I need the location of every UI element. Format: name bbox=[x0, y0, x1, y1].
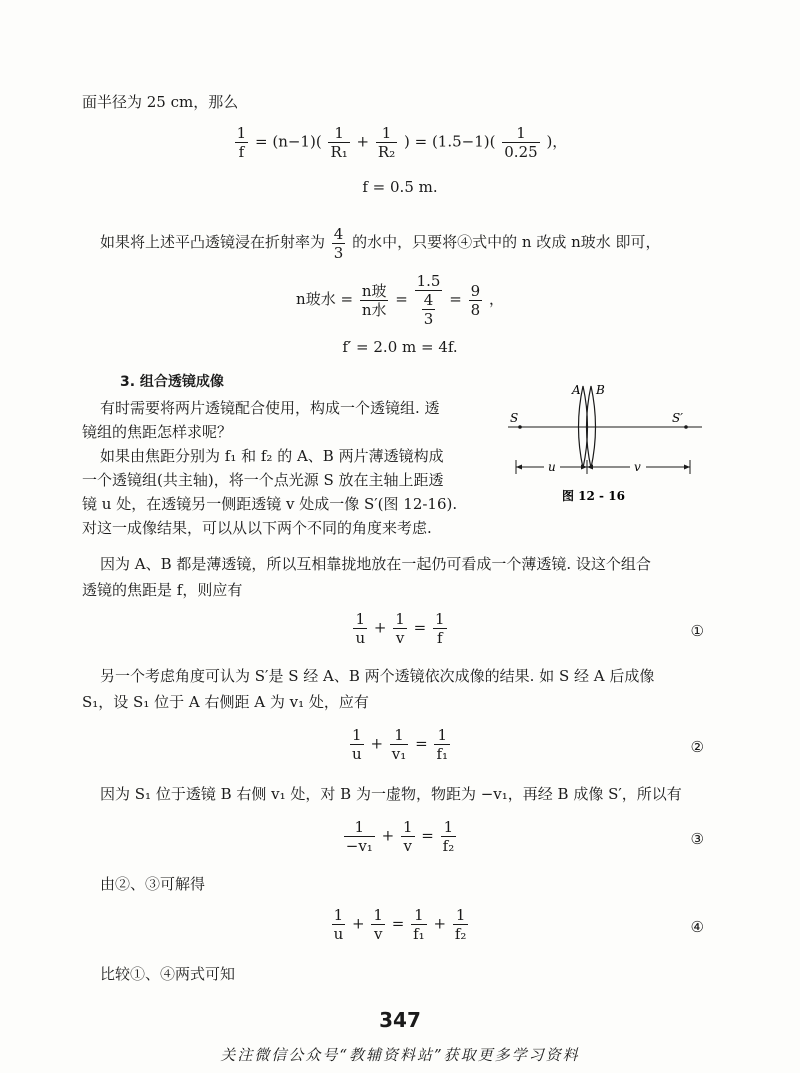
denominator: v bbox=[371, 924, 385, 943]
paragraph-line: 镜组的焦距怎样求呢？ bbox=[82, 423, 233, 441]
numerator: 1 bbox=[333, 906, 344, 924]
paragraph-line: 有时需要将两片透镜配合使用，构成一个透镜组. 透 bbox=[100, 399, 440, 417]
numerator: 1 bbox=[516, 124, 526, 142]
fraction bbox=[441, 818, 457, 855]
paragraph-line: 因为 A、B 都是薄透镜，所以互相靠拢地放在一起仍可看成一个薄透镜. 设这个组合 bbox=[100, 555, 651, 573]
equation-3 bbox=[0, 818, 800, 862]
numerator: 1 bbox=[373, 906, 383, 924]
fraction bbox=[344, 818, 375, 855]
numerator: 1 bbox=[381, 124, 392, 142]
denominator: 0.25 bbox=[504, 143, 538, 161]
numerator: 1 bbox=[395, 610, 405, 628]
operator: + bbox=[373, 618, 387, 637]
label-b: B bbox=[596, 383, 605, 397]
fraction bbox=[393, 610, 407, 647]
equation-number: ① bbox=[690, 622, 704, 640]
operator: + bbox=[370, 734, 384, 753]
denominator: f bbox=[235, 142, 249, 161]
numerator: 1 bbox=[455, 906, 466, 924]
fraction bbox=[332, 906, 346, 943]
equation-number: ③ bbox=[690, 830, 704, 848]
label-u: u bbox=[548, 460, 556, 474]
operator: + bbox=[381, 826, 395, 845]
denominator: 3 bbox=[423, 310, 434, 328]
point-source-s bbox=[518, 425, 522, 429]
text-span: 的水中，只要将④式中的 n 改成 n玻水 即可， bbox=[352, 233, 661, 251]
denominator: f₂ bbox=[454, 925, 467, 943]
denominator: f₂ bbox=[442, 837, 455, 855]
operator: = bbox=[449, 290, 462, 308]
label-s-prime: S′ bbox=[672, 411, 683, 425]
equation-4 bbox=[0, 906, 800, 950]
equation-2 bbox=[0, 726, 800, 770]
numerator: 9 bbox=[470, 281, 481, 300]
equation-f-prime: f′ = 2.0 m = 4f. bbox=[342, 338, 458, 356]
operator: = bbox=[391, 914, 405, 933]
equation-text: = (n−1)( bbox=[255, 132, 322, 151]
numerator: 1 bbox=[236, 124, 247, 142]
fraction bbox=[376, 124, 397, 161]
paragraph-line: 另一个考虑角度可认为 S′是 S 经 A、B 两个透镜依次成像的结果. 如 S 经 A 后成像 bbox=[100, 667, 655, 685]
numerator: 1 bbox=[354, 818, 365, 836]
equation-f-value: f = 0.5 m. bbox=[362, 178, 438, 196]
denominator: f₁ bbox=[413, 925, 425, 943]
numerator: 1 bbox=[334, 124, 344, 142]
arrow-v-right bbox=[684, 465, 690, 470]
fraction bbox=[353, 610, 367, 647]
denominator: u bbox=[355, 629, 366, 647]
fraction bbox=[434, 726, 450, 763]
denominator: 3 bbox=[333, 243, 344, 262]
operator: = bbox=[415, 734, 428, 753]
fraction bbox=[469, 282, 483, 319]
fraction bbox=[360, 282, 389, 319]
numerator: 4 bbox=[333, 224, 344, 243]
fraction bbox=[401, 818, 415, 855]
denominator: v₁ bbox=[391, 745, 407, 763]
fraction bbox=[390, 726, 409, 763]
equation-1 bbox=[0, 610, 800, 654]
paragraph-line: 由②、③可解得 bbox=[100, 875, 206, 893]
equation-text: ， bbox=[488, 290, 504, 308]
paragraph-line: 如果由焦距分别为 f₁ 和 f₂ 的 A、B 两片薄透镜构成 bbox=[100, 447, 444, 465]
fraction bbox=[235, 124, 249, 161]
paragraph-line: 因为 S₁ 位于透镜 B 右侧 v₁ 处，对 B 为一虚物，物距为 −v₁，再经 B 成像 S′，所以有 bbox=[100, 785, 682, 803]
fraction bbox=[350, 726, 364, 763]
operator: = bbox=[421, 826, 434, 845]
operator: + bbox=[433, 914, 447, 933]
denominator bbox=[415, 290, 443, 328]
fraction bbox=[433, 610, 447, 647]
text-span: 如果将上述平凸透镜浸在折射率为 bbox=[100, 233, 326, 251]
equation-text: ) = (1.5−1)( bbox=[404, 132, 496, 151]
numerator: 1 bbox=[402, 818, 413, 836]
numerator: 1 bbox=[394, 726, 404, 744]
denominator: u bbox=[351, 745, 362, 763]
image-point-s-prime bbox=[684, 425, 688, 429]
denominator: R₁ bbox=[330, 143, 348, 161]
paragraph-line: 一个透镜组(共主轴)，将一个点光源 S 放在主轴上距透 bbox=[82, 471, 444, 489]
denominator: f₁ bbox=[436, 745, 449, 763]
nested-fraction bbox=[422, 291, 436, 328]
page-number: 347 bbox=[379, 1008, 421, 1032]
numerator: 1 bbox=[437, 726, 447, 744]
equation-number: ② bbox=[690, 738, 704, 756]
denominator: f bbox=[433, 628, 447, 647]
denominator: v bbox=[393, 628, 407, 647]
fraction bbox=[328, 124, 349, 161]
equation-text: )， bbox=[546, 132, 568, 151]
fraction bbox=[415, 272, 443, 328]
paragraph-line: 透镜的焦距是 f，则应有 bbox=[82, 581, 243, 599]
fraction bbox=[502, 124, 539, 161]
numerator: 1 bbox=[352, 726, 362, 744]
denominator: −v₁ bbox=[345, 837, 373, 855]
numerator: n玻 bbox=[361, 281, 387, 300]
footer-note: 关注微信公众号“教辅资料站”获取更多学习资料 bbox=[220, 1046, 580, 1064]
lens-diagram bbox=[500, 378, 710, 508]
label-v: v bbox=[634, 460, 641, 474]
denominator: n水 bbox=[361, 300, 387, 319]
water-paragraph bbox=[100, 222, 661, 262]
denominator: v bbox=[401, 836, 415, 855]
arrow-u-left bbox=[516, 465, 522, 470]
intro-line: 面半径为 25 cm，那么 bbox=[82, 93, 239, 111]
paragraph-line: 对这一成像结果，可以从以下两个不同的角度来考虑. bbox=[82, 519, 432, 537]
equation-text: n玻水 = bbox=[296, 290, 354, 308]
denominator: R₂ bbox=[377, 143, 396, 161]
denominator: u bbox=[333, 925, 344, 943]
label-a: A bbox=[572, 383, 581, 397]
paragraph-line: 镜 u 处，在透镜另一侧距透镜 v 处成一像 S′(图 12-16). bbox=[82, 495, 458, 513]
equation-focal-length bbox=[0, 124, 800, 161]
numerator: 1.5 bbox=[416, 272, 441, 290]
equation-n-glass-water bbox=[0, 272, 800, 328]
fraction bbox=[371, 906, 385, 943]
fraction bbox=[411, 906, 427, 943]
figure-caption: 图 12 - 16 bbox=[562, 489, 625, 503]
numerator: 1 bbox=[355, 610, 366, 628]
fraction bbox=[332, 225, 346, 262]
section-heading: 3. 组合透镜成像 bbox=[120, 374, 224, 390]
label-s: S bbox=[510, 411, 519, 425]
operator: = bbox=[395, 290, 408, 308]
numerator: 1 bbox=[414, 906, 424, 924]
operator: + bbox=[352, 914, 365, 933]
operator: = bbox=[413, 618, 427, 637]
operator: + bbox=[356, 132, 370, 151]
equation-number: ④ bbox=[690, 918, 704, 936]
numerator: 1 bbox=[443, 818, 454, 836]
paragraph-line: 比较①、④两式可知 bbox=[100, 965, 236, 983]
paragraph-line: S₁，设 S₁ 位于 A 右侧距 A 为 v₁ 处，应有 bbox=[82, 693, 369, 711]
numerator: 1 bbox=[434, 610, 445, 628]
fraction bbox=[453, 906, 469, 943]
denominator: 8 bbox=[470, 300, 481, 319]
numerator: 4 bbox=[423, 291, 434, 309]
